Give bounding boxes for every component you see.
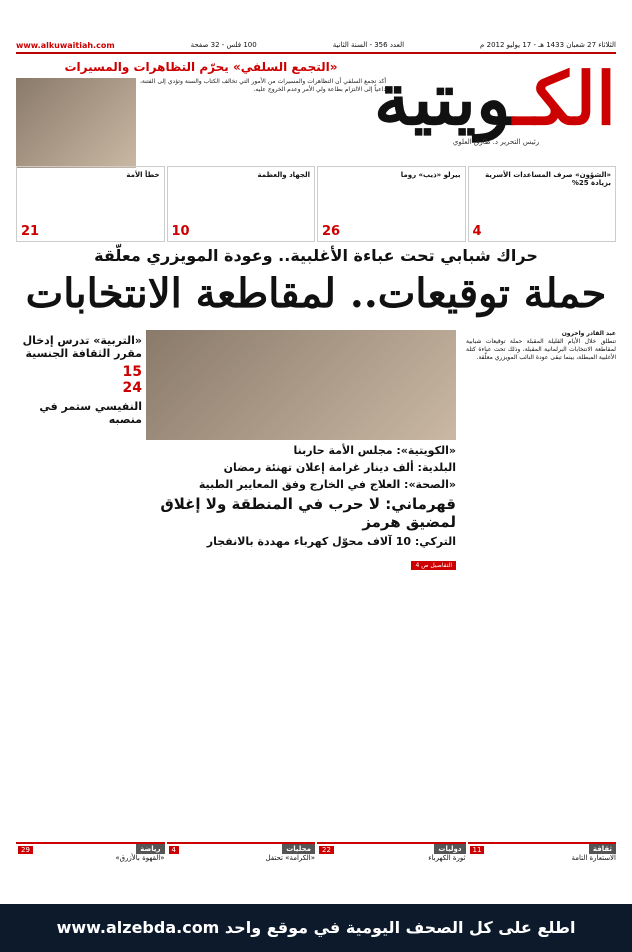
issue-price: 100 فلس - 32 صفحة	[190, 41, 257, 49]
middle-head-3: «الصحة»: العلاج في الخارج وفق المعايير الطبية	[198, 478, 456, 491]
issue-date: الثلاثاء 27 شعبان 1433 هـ - 17 يوليو 2012 م	[480, 41, 616, 49]
promo-item[interactable]: بيرلو «ذيب» روما 26	[317, 166, 466, 242]
left-num-2: 24	[122, 380, 142, 396]
section-item[interactable]: ثقافة 11 الاستعارة التامة	[468, 842, 617, 900]
top-story-box	[16, 56, 386, 164]
middle-head-2: البلدية: ألف دينار غرامة إعلان تهنئة رمضان	[223, 461, 456, 474]
left-head-1: «التربية» تدرس إدخال مقرر الثقافة الجنسية	[22, 334, 142, 360]
section-item[interactable]: رياضة 29 «القهوة بالأزرق»	[16, 842, 165, 900]
top-story-photo	[16, 78, 136, 168]
middle-head-4: قهرماني: لا حرب في المنطقة ولا إغلاق لمضيق هرمز	[160, 495, 456, 531]
middle-column	[146, 330, 456, 572]
middle-head-5: التركي: 10 آلاف محوّل كهرباء مهددة بالانفجار	[206, 535, 456, 548]
section-item[interactable]: دوليات 22 ثورة الكهرباء	[317, 842, 466, 900]
brand-name-a: الكـ	[513, 56, 616, 141]
left-num-1: 15	[122, 364, 142, 380]
brand-name-b: ويتية	[373, 56, 514, 141]
section-strip	[16, 842, 616, 900]
masthead	[16, 56, 616, 164]
top-story-text: أكد تجمع السلفي أن التظاهرات والمسيرات من الأمور التي تخالف الكتاب والسنة وتؤدي إلى الفتنة، داعياً إلى الالتزام بطاعة ولي الأمر وعدم الخروج عليه.	[140, 78, 386, 93]
lead-text: تنطلق خلال الأيام القليلة المقبلة حملة توقيعات شبابية لمقاطعة الانتخابات البرلمانية المقبلة، وذلك تحت عباءة كتلة الأغلبية المبطلة، بينما تبقى عودة النائب المويزري معلّقة.	[466, 338, 616, 361]
section-item[interactable]: محليات 4 «الكرامة» تحتفل	[167, 842, 316, 900]
lead-byline: عبد القادر واخرون	[561, 330, 616, 337]
brand-tagline: رئيس التحرير د. طارق العلوي	[452, 138, 540, 146]
issue-number: العدد 356 - السنة الثانية	[332, 41, 405, 49]
middle-head-1: «الكويتية»: مجلس الأمة حاربنا	[293, 444, 456, 457]
details-link[interactable]: التفاصيل ص 4	[411, 561, 456, 570]
main-kicker: حراك شبابي تحت عباءة الأغلبية.. وعودة المويزري معلّقة	[94, 246, 538, 265]
promo-item[interactable]: خطأ الأمة 21	[16, 166, 165, 242]
center-photo	[146, 330, 456, 440]
promo-strip	[16, 166, 616, 242]
footer-banner[interactable]: اطلع على كل الصحف اليومية في موقع واحد www.alzebda.com	[0, 904, 632, 952]
promo-item[interactable]: «الشؤون» صرف المساعدات الأسرية بزيادة 25% 4	[468, 166, 617, 242]
top-story-title: «التجمع السلفي» يحرّم التظاهرات والمسيرات	[64, 60, 338, 74]
brand-logo	[373, 56, 616, 146]
left-column	[16, 330, 142, 430]
lead-story	[466, 330, 616, 362]
promo-item[interactable]: الجهاد والعظمة 10	[167, 166, 316, 242]
body-columns	[16, 330, 616, 850]
top-line	[16, 38, 616, 54]
site-link[interactable]: www.alkuwaitiah.com	[16, 40, 115, 50]
left-head-2: النفيسي ستمر في منصبه	[39, 400, 142, 426]
main-headline: حملة توقيعات.. لمقاطعة الانتخابات	[25, 270, 607, 317]
